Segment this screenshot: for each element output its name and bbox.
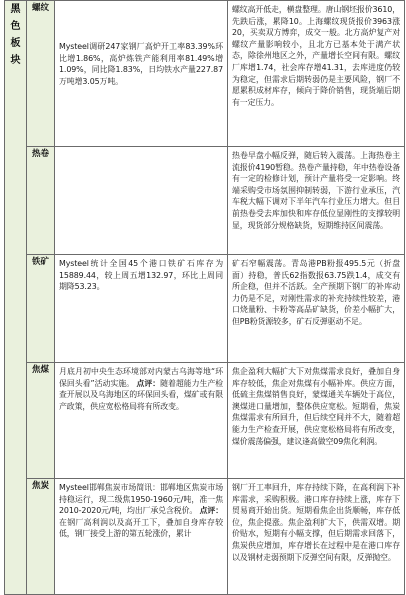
comment-text-hotcoil: 热卷早盘小幅反弹，随后转入震荡。上海热卷主流报价4190暂稳。热卷产量持稳，年中热卷设备有一定的检修计划，预计产量将受一定影响。终端采购受市场氛围抑制转弱，下游行业承压，汽车税大幅下调对下半年汽车行业压力增大。但目前热卷受去库加快和库存低位显刚性的支撑较明显，现货部分规格缺货，短期维持区间震荡。 [232,151,400,230]
comment-cell-coke [228,479,405,595]
info-cell-coking-coal [55,363,228,479]
comment-cell-rebar [228,1,405,147]
info-cell-rebar [55,1,228,147]
remark-text: 在钢厂高利润以及高开工下，叠加自身库存较低，钢厂接受上游的第五轮涨价，累计 [59,517,223,539]
remark-label: 点评： [199,506,223,516]
comment-cell-iron-ore [228,255,405,363]
row-label-iron-ore: 铁矿 [27,255,55,363]
remark-label: 点评： [136,378,161,388]
news-text: 月底月初中央生态环境部对内蒙古乌海等地“环保回头看”活动实施。 [59,367,223,388]
row-coke [5,479,405,595]
comment-text-coke: 钢厂开工率回升，库存持续下降，在高利润下补库需求，采购积极。港口库存持续上涨，库存下贸易商开始出货。短期看焦企出货顺畅，库存低位，焦企提涨。焦企盈利扩大下，供需双增。期价贴水，短期有小幅支撑，但后期需求回落下，焦炭供应增加，库存增长在过程中是在港口库存以及钢材走弱预期下反弹空间有限，反弹抛空。 [232,483,400,562]
row-label-rebar: 螺纹 [27,1,55,147]
news-text: Mysteel邯郸焦炭市场简讯：邯郸地区焦炭市场持稳运行，现二级焦1950-1960元/吨，准一焦2010-2020元/吨，均出厂承兑含税价。 [59,483,223,516]
info-text-rebar: Mysteel调研247家钢厂高炉开工率83.39%环比增1.86%，高炉炼铁产能利用率81.49%增1.09%，同比降1.83%，日均铁水产量227.87万吨增3.05万吨。 [59,42,223,86]
row-label-coke: 焦炭 [27,479,55,595]
row-coking-coal [5,363,405,479]
info-text-coking-coal [55,363,227,412]
comment-cell-coking-coal [228,363,405,479]
info-cell-coke [55,479,228,595]
info-text-iron-ore: Mysteel统计全国45个港口铁矿石库存为15889.44，较上周五增132.97，环比上周同期降53.23。 [59,259,223,292]
comment-text-iron-ore: 矿石窄幅震荡。青岛港PB粉报495.5元（折盘面）持稳，普氏62指数报63.75跌1.4，成交有所企稳，但并不活跃。全产预期下钢厂的补库动力仍是不足，对刚性需求的补充持续性较差，港口烧量粉、卡粉等高品矿缺货，价差小幅扩大，但PB粉货源较多，矿石反弹驱动不足。 [232,259,400,326]
comment-text-rebar: 螺纹高开低走，横盘整理。唐山钢坯报价3610，先跌后涨，累降10。上海螺纹现货报价3963涨20，买卖双方博弈，成交一般。北方高炉复产对螺纹产量影响较小，且北方已基本处于满产状态，除徐州地区之外，产量增长空间有限。螺纹厂库增1.74，社会库存增41.31，去库进度仍较为稳定，但需求后期转弱仍是主要风险，钢厂不愿累积成材库存，倾向于降价销售，现货端后期有一定压力。 [232,5,400,107]
row-rebar [5,1,405,147]
row-hotcoil [5,147,405,255]
info-text-coke [55,479,227,540]
row-label-hotcoil: 热卷 [27,147,55,255]
research-table [4,0,405,595]
row-iron-ore [5,255,405,363]
row-label-coking-coal: 焦煤 [27,363,55,479]
info-cell-iron-ore [55,255,228,363]
info-cell-hotcoil [55,147,228,255]
category-cell [5,1,27,595]
comment-cell-hotcoil [228,147,405,255]
info-text-hotcoil [55,147,227,150]
category-label: 黑 色 板 块 [10,4,21,66]
remark-text: 随着超能力生产检查开展以及乌海地区的环保回头看，煤矿或有限产政策，供应宽松格局将有所改变。 [59,378,223,411]
comment-text-coking-coal: 焦企盈利大幅扩大下对焦煤需求良好，叠加自身库存较低，焦企对焦煤有小幅补库。供应方面，低硫主焦煤销售良好，蒙煤通关车辆处于高位，澳煤进口量增加，整体供应宽松。短期看，焦炭焦煤需求有所回升，但后续空间并不大，随着超能力生产检查开展，供应宽松格局将有所改变，煤价震荡偏强，建议逢高做空09焦化利润。 [232,367,400,446]
